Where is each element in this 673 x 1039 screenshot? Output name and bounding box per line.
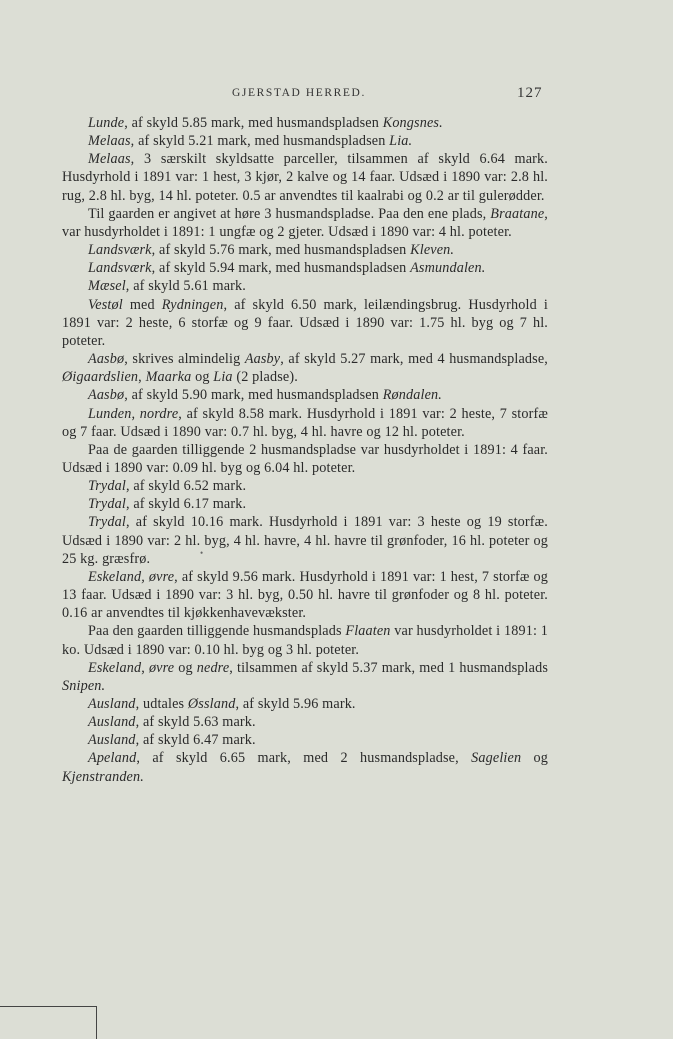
italic-name: Apeland — [88, 750, 137, 767]
paragraph-p6 — [62, 259, 548, 277]
italic-name: Vestøl — [88, 296, 123, 313]
italic-name: Aasby — [244, 351, 281, 368]
text-run: og — [174, 659, 197, 676]
text-run: , — [138, 369, 146, 386]
paragraph-p8 — [62, 296, 548, 350]
paragraph-p15 — [62, 513, 548, 567]
italic-name: Braatane — [490, 205, 545, 222]
paragraph-p2 — [62, 132, 548, 150]
corner-frame-mark — [0, 1006, 97, 1039]
text-run: , af skyld 6.50 mark, leilændingsbrug. Husdyrhold i 1891 var: 2 heste, 6 storfæ og 9 faar. Udsæd i 1890 var: 1.75 hl. byg og 7 hl. poteter. — [62, 296, 548, 349]
italic-name: Lunde — [88, 115, 125, 131]
text-run: , var husdyrholdet i 1891: 1 ungfæ og 2 gjeter. Udsæd i 1890 var: 4 hl. poteter. — [62, 205, 548, 240]
italic-name: nedre — [196, 659, 230, 676]
text-run: , af skyld 5.85 mark, med husmandspladsen — [124, 115, 383, 131]
italic-name: Trydal — [88, 514, 126, 531]
italic-name: øvre — [148, 659, 175, 676]
italic-name: Ausland — [88, 696, 136, 712]
text-run: og — [191, 369, 214, 386]
italic-name: Aasbø — [88, 387, 125, 404]
paragraph-p11 — [62, 405, 548, 441]
text-run: , tilsammen af skyld 5.37 mark, med 1 husmandsplads — [229, 659, 548, 676]
text-run: og — [521, 750, 549, 767]
italic-name: Øigaardslien — [62, 369, 139, 386]
text-run: Paa de gaarden tilliggende 2 husmandspladse var husdyrholdet i 1891: 4 faar. Udsæd i 1890 var: 0.09 hl. byg og 6.04 hl. poteter. — [62, 441, 548, 476]
italic-name: Trydal — [88, 478, 126, 495]
paragraph-p7 — [62, 277, 548, 295]
text-run: , af skyld 6.17 mark. — [125, 496, 247, 513]
text-run: med — [122, 296, 162, 313]
text-run: , af skyld 6.47 mark. — [135, 732, 256, 749]
text-run: , af skyld 5.90 mark, med husmandspladsen — [124, 387, 383, 404]
text-run: Paa den gaarden tilliggende husmandsplads — [88, 623, 346, 640]
text-run: , af skyld 6.65 mark, med 2 husmandspladse, — [136, 750, 472, 767]
paragraph-p12 — [62, 441, 548, 477]
italic-name: Kjenstranden. — [62, 768, 144, 785]
italic-name: Lia — [213, 369, 233, 386]
paragraph-p9 — [62, 350, 548, 386]
text-run: Til gaarden er angivet at høre 3 husmandspladse. Paa den ene plads, — [88, 205, 491, 222]
text-run: , af skyld 5.21 mark, med husmandspladsen — [130, 133, 390, 150]
paragraph-p18 — [62, 659, 548, 695]
paragraph-p22 — [62, 749, 548, 785]
text-run: var husdyrholdet i 1891: 1 ko. Udsæd i 1890 var: 0.10 hl. byg og 3 hl. poteter. — [62, 623, 548, 658]
italic-name: Røndalen. — [382, 387, 442, 404]
text-run: (2 pladse). — [232, 369, 298, 386]
italic-name: Landsværk — [88, 242, 152, 259]
italic-name: Kleven. — [410, 242, 455, 259]
text-run: , af skyld 10.16 mark. Husdyrhold i 1891 var: 3 heste og 19 storfæ. Udsæd i 1890 var: 2 hl. byg, 4 hl. havre, 4 hl. havre til grønfoder, 16 hl. poteter og 25 kg. græsfrø. — [62, 514, 548, 567]
italic-name: Rydningen — [161, 296, 224, 313]
italic-name: Mæsel — [88, 278, 126, 295]
italic-name: Aasbø — [88, 351, 125, 368]
paragraph-p3 — [62, 150, 548, 204]
text-run: , 3 særskilt skyldsatte parceller, tilsammen af skyld 6.64 mark. Husdyrhold i 1891 var: 1 hest, 3 kjør, 2 kalve og 14 faar. Udsæd i 1890 var: 2.8 hl. rug, 2.8 hl. byg, 14 hl. poteter. 0.5 ar anvendtes til kaalrabi og 0.2 ar til gulerødder. — [62, 151, 548, 204]
paragraph-p10 — [62, 386, 548, 404]
paragraph-p13 — [62, 477, 548, 495]
paragraph-p1 — [62, 114, 548, 132]
italic-name: Asmundalen. — [410, 260, 486, 277]
page-header — [0, 86, 673, 106]
text-run: , af skyld 9.56 mark. Husdyrhold i 1891 var: 1 hest, 7 storfæ og 13 faar. Udsæd i 1890 var: 3 hl. byg, 0.50 hl. havre til grønfoder og 8 hl. poteter. 0.16 ar anvendtes til kjøkkenhavevækster. — [62, 568, 548, 622]
italic-name: Kongsnes. — [382, 115, 443, 131]
italic-name: Trydal — [88, 496, 126, 513]
italic-name: Maarka — [145, 369, 192, 386]
paragraph-p14 — [62, 495, 548, 513]
italic-name: Eskeland, øvre — [88, 568, 175, 585]
paragraph-p4 — [62, 205, 548, 241]
text-run: , af skyld 5.63 mark. — [135, 714, 256, 731]
paragraph-p5 — [62, 241, 548, 259]
italic-name: Melaas — [88, 151, 131, 168]
italic-name: Landsværk — [88, 260, 152, 277]
text-run: , af skyld 5.76 mark, med husmandspladsen — [151, 242, 411, 259]
text-run: , af skyld 5.27 mark, med 4 husmandspladse, — [280, 351, 548, 368]
paragraph-p20 — [62, 713, 548, 731]
text-run: , af skyld 6.52 mark. — [125, 478, 247, 495]
italic-name: Ausland — [88, 732, 136, 749]
text-run: , af skyld 5.94 mark, med husmandspladsen — [151, 260, 411, 277]
italic-name: Sagelien — [471, 750, 522, 767]
page-number: 127 — [517, 85, 543, 101]
italic-name: Flaaten — [345, 623, 391, 640]
ink-speck: • — [200, 548, 204, 558]
italic-name: Lia. — [389, 133, 413, 150]
paragraph-p19 — [62, 695, 548, 713]
text-run: , af skyld 5.96 mark. — [235, 696, 356, 712]
italic-name: Øssland — [187, 696, 236, 712]
italic-name: Ausland — [88, 714, 136, 731]
italic-name: Melaas — [88, 133, 131, 150]
italic-name: Lunden, nordre — [88, 405, 179, 422]
running-title: GJERSTAD HERRED. — [232, 87, 366, 99]
paragraph-p21 — [62, 731, 548, 749]
paragraph-p16 — [62, 568, 548, 622]
body-text — [62, 114, 548, 786]
text-run: , — [141, 659, 149, 676]
paragraph-p17 — [62, 622, 548, 658]
text-run: , af skyld 8.58 mark. Husdyrhold i 1891 var: 2 heste, 7 storfæ og 7 faar. Udsæd i 1890 var: 0.7 hl. byg, 4 hl. havre og 12 hl. poteter. — [62, 405, 548, 440]
text-run: , skrives almindelig — [124, 351, 245, 368]
text-run: , udtales — [135, 696, 188, 712]
italic-name: Eskeland — [88, 659, 142, 676]
italic-name: Snipen. — [62, 677, 106, 694]
text-run: , af skyld 5.61 mark. — [125, 278, 246, 295]
